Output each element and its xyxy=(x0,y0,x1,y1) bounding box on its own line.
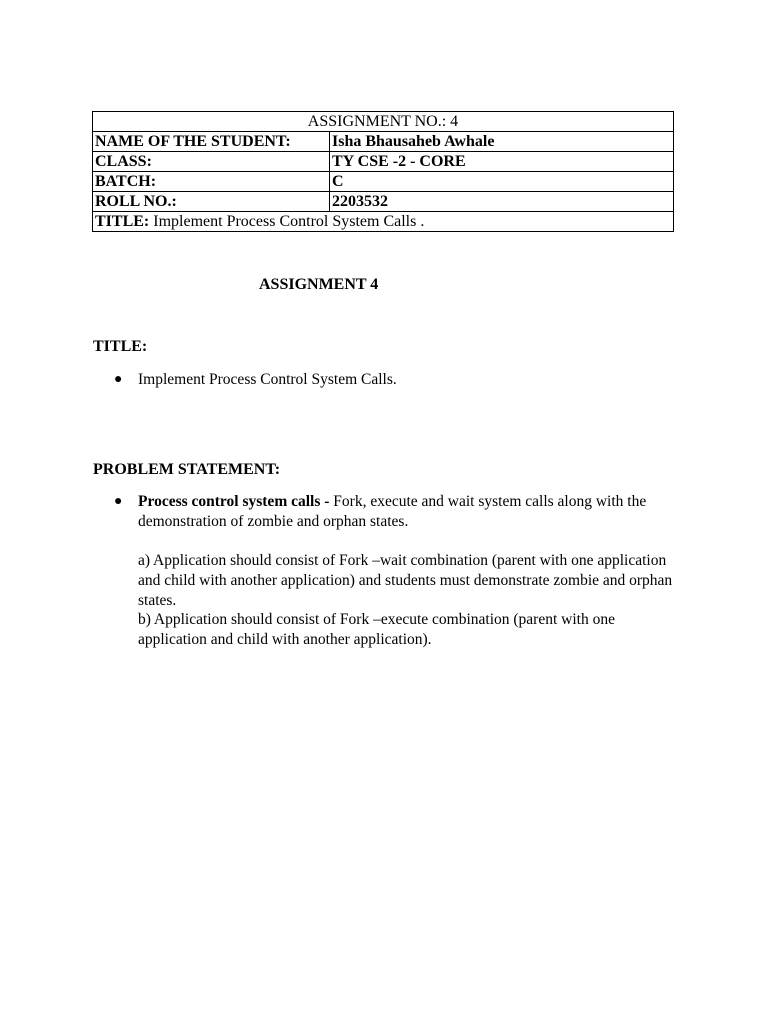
problem-bullet-text xyxy=(138,492,678,532)
table-row xyxy=(93,132,674,152)
class-label: CLASS: xyxy=(93,152,330,172)
title-cell xyxy=(93,212,674,232)
title-section-heading: TITLE: xyxy=(93,338,148,355)
table-row xyxy=(93,192,674,212)
problem-bullet-rest: Fork, execute and wait system calls along with the demonstration of zombie and orphan states. xyxy=(138,493,647,530)
table-row xyxy=(93,152,674,172)
title-bullet-text: Implement Process Control System Calls. xyxy=(138,371,397,388)
student-name-value: Isha Bhausaheb Awhale xyxy=(330,132,674,152)
roll-number-label: ROLL NO.: xyxy=(93,192,330,212)
paragraph-b: b) Application should consist of Fork –execute combination (parent with one application and child with another application). xyxy=(138,611,615,648)
problem-bullet-bold: Process control system calls - xyxy=(138,493,330,510)
bullet-icon: ● xyxy=(114,372,123,387)
assignment-number-cell: ASSIGNMENT NO.: 4 xyxy=(93,112,674,132)
title-cell-label: TITLE: xyxy=(95,213,150,230)
assignment-info-table xyxy=(92,111,674,232)
table-row xyxy=(93,172,674,192)
roll-number-value: 2203532 xyxy=(330,192,674,212)
batch-value: C xyxy=(330,172,674,192)
student-name-label: NAME OF THE STUDENT: xyxy=(93,132,330,152)
table-row xyxy=(93,112,674,132)
title-cell-value: Implement Process Control System Calls . xyxy=(149,213,425,230)
bullet-icon: ● xyxy=(114,494,123,509)
batch-label: BATCH: xyxy=(93,172,330,192)
paragraph-a: a) Application should consist of Fork –wait combination (parent with one application and child with another application) and students must demonstrate zombie and orphan states. xyxy=(138,552,673,609)
class-value: TY CSE -2 - CORE xyxy=(330,152,674,172)
table-row xyxy=(93,212,674,232)
problem-statement-heading: PROBLEM STATEMENT: xyxy=(93,461,281,478)
assignment-heading: ASSIGNMENT 4 xyxy=(259,276,379,293)
